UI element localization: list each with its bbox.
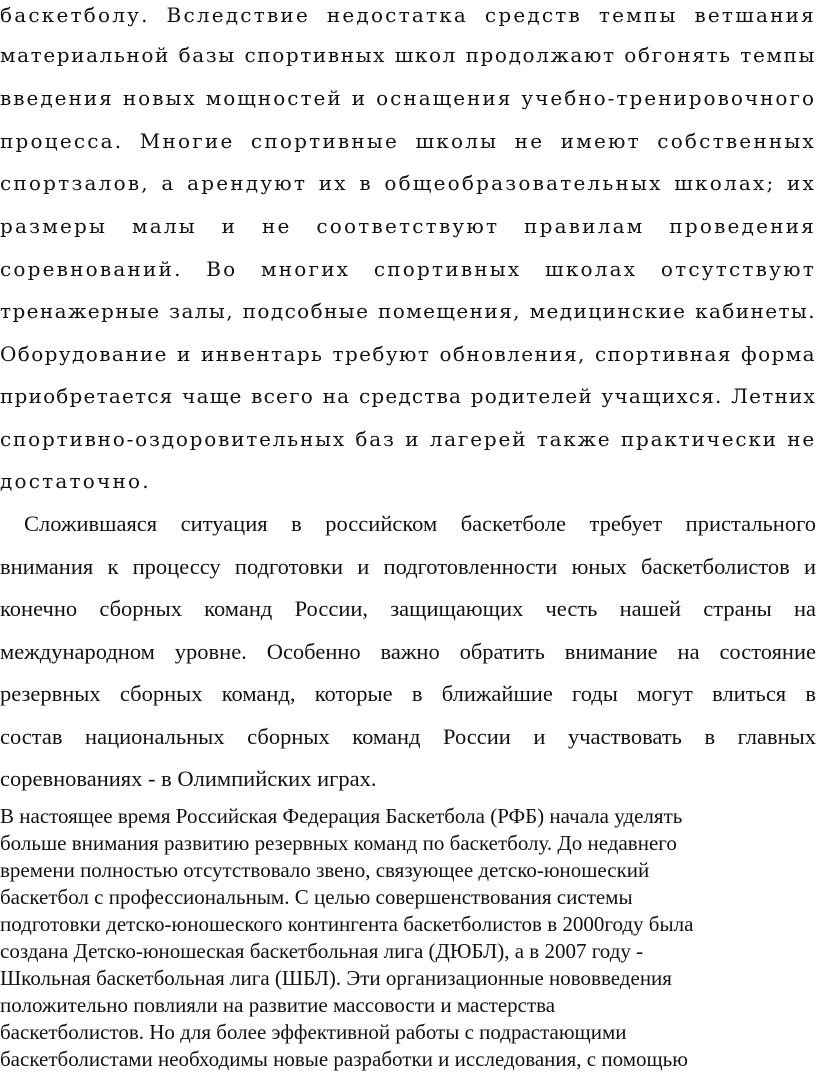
paragraph-line: Сложившаяся ситуация в российском баскетболе требует пристального	[24, 511, 816, 536]
paragraph-line: размеры малы и не соответствуют правилам проведения	[0, 214, 816, 238]
paragraph-line: времени полностью отсутствовало звено, связующее детско-юношеский	[0, 858, 650, 882]
paragraph-line: резервных сборных команд, которые в ближайшие годы могут влиться в	[0, 681, 816, 706]
paragraph-line: спортзалов, а арендуют их в общеобразовательных школах; их	[0, 171, 816, 195]
paragraph-line: баскетбол с профессиональным. С целью совершенствования системы	[0, 885, 633, 909]
paragraph-line: баскетболистами необходимы новые разработки и исследования, с помощью	[0, 1047, 688, 1071]
paragraph-line: баскетболистов. Но для более эффективной работы с подрастающими	[0, 1020, 627, 1044]
paragraph-line: материальной базы спортивных школ продолжают обгонять темпы	[0, 43, 816, 67]
paragraph-line: баскетболу. Вследствие недостатка средств темпы ветшания	[0, 3, 816, 27]
paragraph-line: создана Детско-юношеская баскетбольная лига (ДЮБЛ), а в 2007 году -	[0, 939, 644, 963]
paragraph-line: конечно сборных команд России, защищающих честь нашей страны на	[0, 596, 816, 621]
paragraph-line: положительно повлияли на развитие массовости и мастерства	[0, 993, 556, 1017]
paragraph-line: внимания к процессу подготовки и подготовленности юных баскетболистов и	[0, 554, 816, 579]
paragraph-line: Оборудование и инвентарь требуют обновления, спортивная форма	[0, 342, 816, 366]
paragraph-line: больше внимания развитию резервных команд по баскетболу. До недавнего	[0, 831, 677, 855]
paragraph-line: процесса. Многие спортивные школы не имеют собственных	[0, 129, 816, 153]
paragraph-line: введения новых мощностей и оснащения учебно-тренировочного	[0, 86, 816, 110]
paragraph-line: тренажерные залы, подсобные помещения, медицинские кабинеты.	[0, 299, 816, 323]
paragraph-line: В настоящее время Российская Федерация Баскетбола (РФБ) начала уделять	[0, 804, 683, 828]
paragraph-line: подготовки детско-юношеского контингента баскетболистов в 2000году была	[0, 912, 694, 936]
paragraph-line: Школьная баскетбольная лига (ШБЛ). Эти организационные нововведения	[0, 966, 672, 990]
paragraph-line: спортивно-оздоровительных баз и лагерей также практически не	[0, 427, 816, 451]
paragraph-line: соревнований. Во многих спортивных школах отсутствуют	[0, 257, 816, 281]
paragraph-line: международном уровне. Особенно важно обратить внимание на состояние	[0, 639, 816, 664]
paragraph-line: достаточно.	[0, 469, 151, 493]
paragraph-line: состав национальных сборных команд России и участвовать в главных	[0, 724, 816, 749]
paragraph-line: приобретается чаще всего на средства родителей учащихся. Летних	[0, 384, 816, 408]
paragraph-line: соревнованиях - в Олимпийских играх.	[0, 766, 377, 791]
